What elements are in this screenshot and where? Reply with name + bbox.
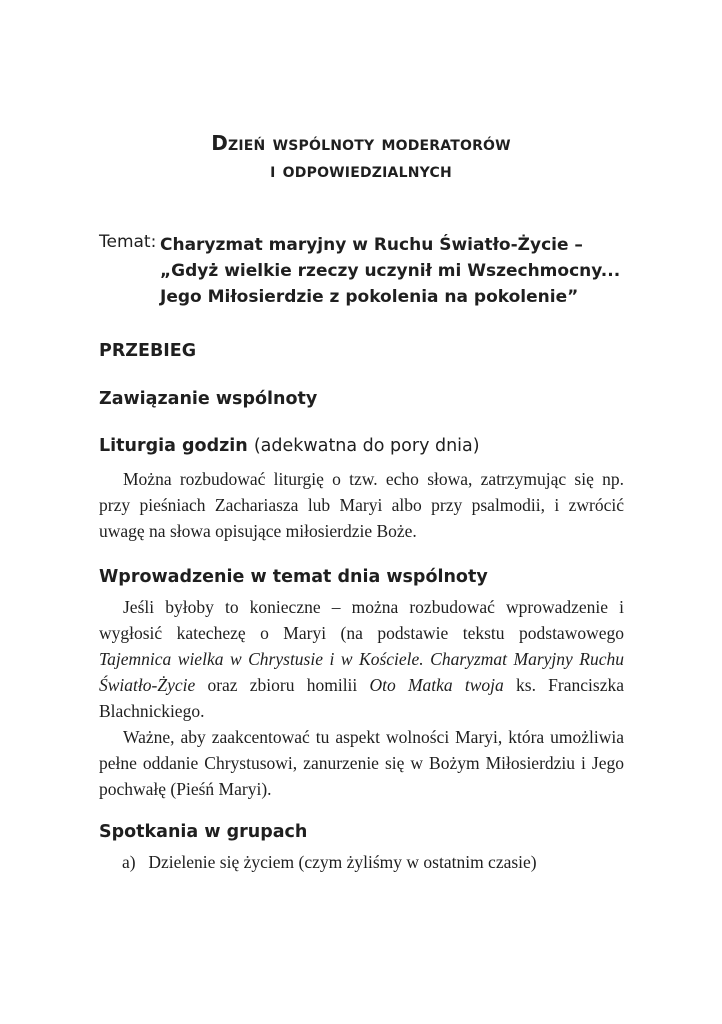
page-title-line-2: i odpowiedzialnych — [270, 158, 452, 182]
wprowadzenie-p1-text-c: oraz zbioru homilii — [195, 675, 370, 695]
section-heading-spotkania: Spotkania w grupach — [99, 822, 308, 842]
section-heading-zawiazanie: Zawiązanie wspólnoty — [99, 389, 318, 409]
topic-text: Charyzmat maryjny w Ruchu Światło-Życie – „Gdyż wielkie rzeczy uczynił mi Wszechmocny... Jego Miłosierdzie z pokolenia na pokolenie” — [160, 235, 621, 307]
section-heading-liturgia — [99, 436, 480, 456]
wprowadzenie-p1-text-a: Jeśli byłoby to konieczne – można rozbudować wprowadzenie i wygłosić katechezę o Maryi (na podstawie tekstu podstawowego — [99, 597, 624, 643]
list-item-marker: a) — [122, 852, 136, 872]
wprowadzenie-p1-text-e: ks. Franciszka Blachnickiego. — [99, 675, 624, 721]
section-heading-wprowadzenie: Wprowadzenie w temat dnia wspólnoty — [99, 567, 488, 587]
wprowadzenie-p1-homily-title: Oto Matka twoja — [369, 675, 504, 695]
liturgia-heading-text: Liturgia godzin — [99, 436, 248, 456]
list-item — [122, 852, 537, 873]
wprowadzenie-paragraph-1 — [99, 594, 624, 724]
list-item-text: Dzielenie się życiem (czym żyliśmy w ostatnim czasie) — [148, 852, 537, 872]
page-title-line-1: Dzień wspólnoty moderatorów — [211, 131, 511, 155]
wprowadzenie-p1-book-title: Tajemnica wielka w Chrystusie i w Kościele. Charyzmat Maryjny Ruchu Światło-Życie — [99, 649, 624, 695]
liturgia-paragraph: Można rozbudować liturgię o tzw. echo słowa, zatrzymując się np. przy pieśniach Zachariasza lub Maryi albo przy psalmodii, i zwrócić uwagę na słowa opisujące miłosierdzie Boże. — [99, 469, 624, 541]
section-heading-przebieg: PRZEBIEG — [99, 341, 197, 361]
topic-label: Temat: — [99, 232, 157, 252]
wprowadzenie-paragraph-2: Ważne, aby zaakcentować tu aspekt wolności Maryi, która umożliwia pełne oddanie Chrystusowi, zanurzenie się w Bożym Miłosierdziu i Jego pochwałę (Pieśń Maryi). — [99, 727, 624, 799]
liturgia-heading-note: (adekwatna do pory dnia) — [253, 436, 480, 456]
